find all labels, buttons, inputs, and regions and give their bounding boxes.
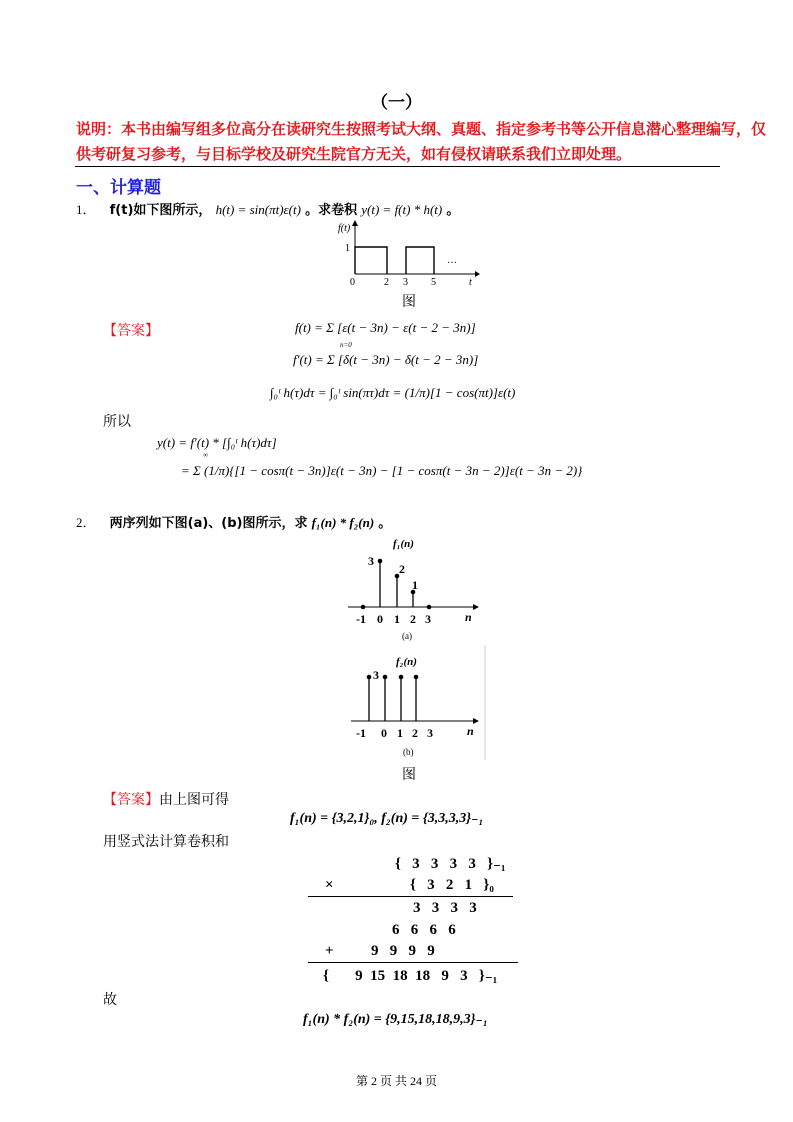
x-tick: 2 bbox=[384, 277, 389, 288]
figure-caption: 图 bbox=[402, 767, 416, 783]
sample-point bbox=[383, 675, 388, 680]
x-tick: 2 bbox=[410, 612, 416, 626]
x-tick: 2 bbox=[412, 726, 418, 740]
therefore-label: 故 bbox=[103, 992, 117, 1008]
figure-caption: 图 bbox=[402, 294, 416, 310]
formula-integral: ∫₀ᵗ h(τ)dτ = ∫₀ᵗ sin(πτ)dτ = (1/π)[1 − cos(πt)]ε(t) bbox=[270, 385, 516, 400]
calc-row-5: 9 9 9 9 bbox=[371, 943, 435, 959]
sample-point bbox=[399, 675, 404, 680]
x-tick: -1 bbox=[356, 612, 366, 626]
sum-lower-limit: n=0 bbox=[340, 341, 352, 349]
x-tick: 3 bbox=[403, 277, 408, 288]
y-expression: y(t) = f(t) * h(t) bbox=[361, 202, 443, 217]
page-footer: 第 2 页 共 24 页 bbox=[355, 1074, 437, 1088]
answer-label: 【答案】 bbox=[103, 792, 159, 808]
x-axis-label: t bbox=[469, 277, 472, 288]
sample-point bbox=[378, 559, 383, 564]
y-axis-label: f(t) bbox=[338, 223, 351, 234]
calc-row-3: 3 3 3 3 bbox=[413, 900, 477, 916]
formula-y: y(t) = f′(t) * [∫₀ᵗ h(τ)dτ] bbox=[157, 435, 277, 450]
x-axis-label: n bbox=[467, 724, 474, 738]
x-tick: 5 bbox=[431, 277, 436, 288]
notice-line-1: 说明：本书由编写组多位高分在读研究生按照考试大纲、真题、指定参考书等公开信息潜心整理编写，仅 bbox=[76, 120, 767, 138]
x-tick: 1 bbox=[397, 726, 403, 740]
x-tick: 1 bbox=[394, 612, 400, 626]
section-heading: 一、计算题 bbox=[76, 178, 161, 198]
value-label: 3 bbox=[373, 668, 379, 682]
calc-row-4: 6 6 6 6 bbox=[392, 922, 456, 938]
figure-b bbox=[343, 645, 488, 760]
value-label: 2 bbox=[399, 562, 405, 576]
x-tick: 3 bbox=[427, 726, 433, 740]
x-tick: 0 bbox=[381, 726, 387, 740]
final-result: f₁(n) * f₂(n) = {9,15,18,18,9,3}₋₁ bbox=[303, 1012, 488, 1027]
header-divider bbox=[75, 166, 720, 167]
figure-caption: (a) bbox=[402, 631, 412, 641]
x-tick: -1 bbox=[356, 726, 366, 740]
figure-f-t bbox=[335, 218, 480, 290]
x-tick: 3 bbox=[425, 612, 431, 626]
calc-row-2: { 3 2 1 }₀ bbox=[410, 877, 494, 893]
answer-text: 由上图可得 bbox=[159, 792, 229, 808]
question-1 bbox=[76, 199, 459, 218]
x-axis-label: n bbox=[465, 610, 472, 624]
page-title: （一） bbox=[371, 93, 422, 113]
times-sign: × bbox=[325, 877, 334, 893]
question-number: 2． bbox=[76, 515, 96, 530]
answer-label: 【答案】 bbox=[103, 323, 159, 339]
value-label: 1 bbox=[412, 578, 418, 592]
figure-title: f₂(n) bbox=[396, 656, 417, 668]
calc-divider bbox=[308, 962, 518, 963]
y-tick: 1 bbox=[345, 243, 350, 254]
method-text: 用竖式法计算卷积和 bbox=[103, 834, 229, 850]
formula-f-prime: f′(t) = Σ [δ(t − 3n) − δ(t − 2 − 3n)] bbox=[293, 352, 479, 367]
question-end: 。 bbox=[378, 516, 392, 531]
figure-title: f₁(n) bbox=[393, 538, 414, 550]
question-end: 。 bbox=[446, 203, 460, 218]
question-expression: f₁(n) * f₂(n) bbox=[311, 515, 375, 530]
formula-f: f(t) = Σ [ε(t − 3n) − ε(t − 2 − 3n)] bbox=[295, 320, 476, 335]
so-label: 所以 bbox=[103, 414, 131, 430]
sequence-formula: f₁(n) = {3,2,1}₀, f₂(n) = {3,3,3,3}₋₁ bbox=[290, 811, 484, 826]
h-expression: h(t) = sin(πt)ε(t) bbox=[215, 202, 301, 217]
formula-y-expanded: = Σ (1/π){[1 − cosπ(t − 3n)]ε(t − 3n) − [1 − cosπ(t − 3n − 2)]ε(t − 3n − 2)} bbox=[181, 463, 583, 478]
plus-sign: + bbox=[325, 943, 334, 959]
x-tick: 0 bbox=[377, 612, 383, 626]
figure-caption: (b) bbox=[403, 747, 414, 757]
calc-divider bbox=[308, 896, 513, 897]
answer-line bbox=[103, 789, 229, 809]
calc-row-1: { 3 3 3 3 }₋₁ bbox=[395, 856, 506, 872]
question-number: 1． bbox=[76, 202, 96, 217]
question-text: 两序列如下图(a)、(b)图所示，求 bbox=[109, 516, 308, 531]
sample-point bbox=[414, 675, 419, 680]
sample-point bbox=[367, 675, 372, 680]
calc-result: { 9 15 18 18 9 3 }₋₁ bbox=[323, 968, 498, 984]
pulse-2 bbox=[406, 247, 434, 274]
notice-line-2: 供考研复习参考，与目标学校及研究生院官方无关，如有侵权请联系我们立即处理。 bbox=[76, 145, 632, 163]
x-tick: 0 bbox=[350, 277, 355, 288]
sum-upper-limit: ∞ bbox=[203, 451, 208, 459]
figure-a bbox=[343, 533, 483, 643]
ellipsis: … bbox=[447, 255, 457, 266]
value-label: 3 bbox=[368, 554, 374, 568]
question-2 bbox=[76, 512, 391, 531]
pulse-1 bbox=[355, 247, 387, 274]
question-text-b: 。求卷积 bbox=[305, 203, 358, 218]
question-text: f(t)如下图所示， bbox=[109, 203, 212, 218]
